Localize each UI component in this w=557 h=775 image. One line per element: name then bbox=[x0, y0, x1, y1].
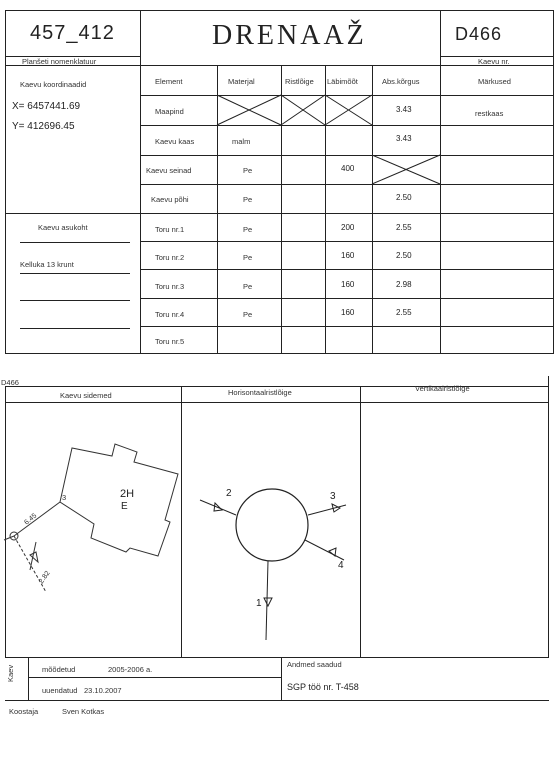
table-cell-material: Pe bbox=[243, 253, 253, 262]
table-cell-height: 2.98 bbox=[396, 280, 412, 289]
table-cell-element: Toru nr.5 bbox=[155, 337, 185, 346]
table-cell-element: Toru nr.3 bbox=[155, 282, 185, 291]
location-label: Kaevu asukoht bbox=[38, 223, 88, 232]
table-cell-element: Maapind bbox=[155, 107, 184, 116]
table-cell-height: 3.43 bbox=[396, 134, 412, 143]
pipe-label-4: 4 bbox=[338, 560, 344, 571]
well-number: D466 bbox=[455, 24, 503, 44]
ties-heading: Kaevu sidemed bbox=[60, 391, 112, 400]
updated-value: 23.10.2007 bbox=[84, 686, 122, 695]
table-cell-height: 2.55 bbox=[396, 223, 412, 232]
survey-value: 2005-2006 a. bbox=[108, 665, 153, 674]
tie-distance-2: 2.82 bbox=[38, 569, 52, 586]
table-cell-diameter: 400 bbox=[341, 164, 355, 173]
column-header-element: Element bbox=[155, 77, 183, 86]
survey-label: mõõdetud bbox=[42, 665, 76, 674]
coordinate-x: X= 6457441.69 bbox=[12, 101, 81, 112]
coordinates-label: Kaevu koordinaadid bbox=[20, 80, 87, 89]
sketch-corner-label: D466 bbox=[1, 378, 19, 387]
table-cell-material: Pe bbox=[243, 195, 253, 204]
table-cell-diameter: 160 bbox=[341, 308, 355, 317]
table-cell-height: 3.43 bbox=[396, 105, 412, 114]
well-number-label: Kaevu nr. bbox=[478, 57, 510, 66]
footer-side-label: Kaev bbox=[6, 664, 15, 682]
table-cell-notes: restkaas bbox=[475, 109, 504, 118]
building-label-2: E bbox=[121, 501, 128, 512]
column-header-section: Ristlõige bbox=[285, 77, 314, 86]
pipe-label-2: 2 bbox=[226, 488, 232, 499]
table-cell-diameter: 160 bbox=[341, 251, 355, 260]
table-cell-diameter: 200 bbox=[341, 223, 355, 232]
column-header-material: Materjal bbox=[228, 77, 255, 86]
table-cell-element: Kaevu kaas bbox=[155, 137, 195, 146]
table-cell-element: Toru nr.2 bbox=[155, 253, 185, 262]
coordinate-y: Y= 412696.45 bbox=[12, 121, 75, 132]
table-cell-material: Pe bbox=[243, 282, 253, 291]
table-cell-height: 2.55 bbox=[396, 308, 412, 317]
table-cell-height: 2.50 bbox=[396, 251, 412, 260]
table-cell-height: 2.50 bbox=[396, 193, 412, 202]
page-title: DRENAAŽ bbox=[212, 20, 367, 51]
column-header-notes: Märkused bbox=[478, 77, 511, 86]
table-cell-material: Pe bbox=[243, 310, 253, 319]
tie-point-label: 3 bbox=[62, 493, 67, 502]
table-cell-element: Kaevu põhi bbox=[151, 195, 189, 204]
table-cell-material: Pe bbox=[243, 166, 253, 175]
column-header-diameter: Läbimõõt bbox=[327, 77, 358, 86]
extra-data-label: Andmed saadud bbox=[287, 660, 342, 669]
pipe-label-3: 3 bbox=[330, 491, 336, 502]
plan-nomenclature-label: Planšeti nomenklatuur bbox=[22, 57, 97, 66]
table-cell-element: Toru nr.1 bbox=[155, 225, 185, 234]
pipe-label-1: 1 bbox=[256, 598, 262, 609]
building-label-1: 2H bbox=[120, 488, 135, 500]
vertical-section-heading: Vertikaalristlõige bbox=[415, 384, 470, 393]
compiler-label: Koostaja bbox=[9, 707, 39, 716]
updated-label: uuendatud bbox=[42, 686, 78, 695]
compiler-name: Sven Kotkas bbox=[62, 707, 105, 716]
table-cell-element: Kaevu seinad bbox=[146, 166, 192, 175]
column-header-height: Abs.kõrgus bbox=[382, 77, 420, 86]
tie-distance-1: 6.45 bbox=[23, 512, 39, 527]
table-cell-material: malm bbox=[232, 137, 251, 146]
table-cell-element: Toru nr.4 bbox=[155, 310, 185, 319]
table-cell-material: Pe bbox=[243, 225, 253, 234]
table-cell-diameter: 160 bbox=[341, 280, 355, 289]
location-value: Kelluka 13 krunt bbox=[20, 260, 74, 269]
horizontal-section-heading: Horisontaalristlõige bbox=[228, 388, 292, 397]
data-source-value: SGP töö nr. T-458 bbox=[287, 682, 359, 692]
plan-number: 457_412 bbox=[30, 22, 115, 44]
